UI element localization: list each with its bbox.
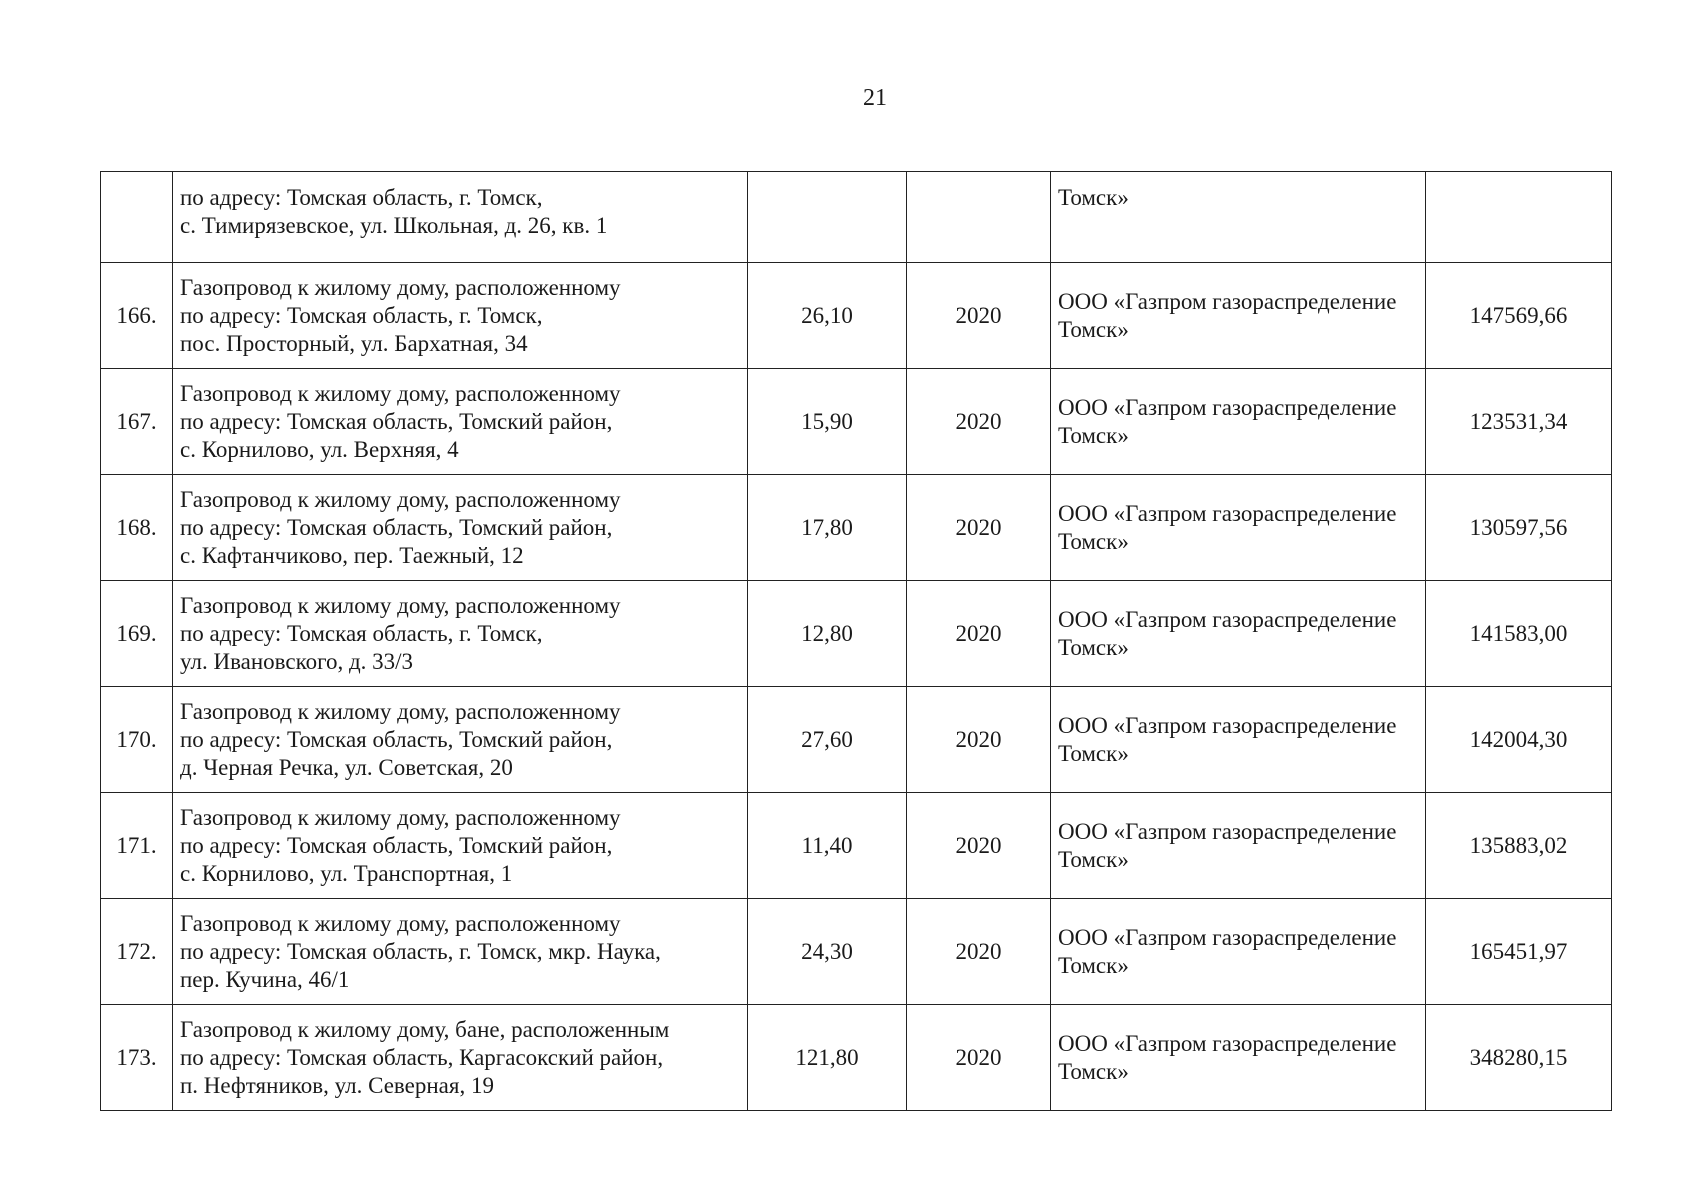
description-line: пер. Кучина, 46/1 bbox=[180, 966, 350, 992]
cost-cell: 165451,97 bbox=[1426, 899, 1612, 1005]
description-cell bbox=[173, 793, 748, 899]
description-line: по адресу: Томская область, г. Томск, bbox=[180, 302, 543, 328]
cost-cell: 123531,34 bbox=[1426, 369, 1612, 475]
year-cell: 2020 bbox=[907, 475, 1051, 581]
organization-line: ООО «Газпром газораспределение bbox=[1058, 606, 1397, 632]
description-line: пос. Просторный, ул. Бархатная, 34 bbox=[180, 330, 528, 356]
cost-cell: 348280,15 bbox=[1426, 1005, 1612, 1111]
organization-line: Томск» bbox=[1058, 422, 1129, 448]
table-row bbox=[101, 687, 1612, 793]
description-line: с. Корнилово, ул. Транспортная, 1 bbox=[180, 860, 513, 886]
organization-cell bbox=[1051, 172, 1426, 263]
organization-line: ООО «Газпром газораспределение bbox=[1058, 1030, 1397, 1056]
description-line: Газопровод к жилому дому, расположенному bbox=[180, 698, 621, 724]
table-row-continuation bbox=[101, 172, 1612, 263]
length-cell: 26,10 bbox=[748, 263, 907, 369]
table-row bbox=[101, 1005, 1612, 1111]
description-line: по адресу: Томская область, г. Томск, bbox=[180, 620, 543, 646]
assets-table bbox=[100, 171, 1612, 1111]
row-number-cell: 169. bbox=[101, 581, 173, 687]
organization-line: ООО «Газпром газораспределение bbox=[1058, 818, 1397, 844]
description-line: по адресу: Томская область, Томский район, bbox=[180, 408, 613, 434]
description-cell bbox=[173, 1005, 748, 1111]
description-line: по адресу: Томская область, г. Томск, мкр. Наука, bbox=[180, 938, 661, 964]
table-row bbox=[101, 899, 1612, 1005]
description-line: д. Черная Речка, ул. Советская, 20 bbox=[180, 754, 513, 780]
description-line: Газопровод к жилому дому, расположенному bbox=[180, 804, 621, 830]
length-cell: 27,60 bbox=[748, 687, 907, 793]
table-row bbox=[101, 369, 1612, 475]
table-row bbox=[101, 793, 1612, 899]
organization-cell bbox=[1051, 1005, 1426, 1111]
organization-line: ООО «Газпром газораспределение bbox=[1058, 500, 1397, 526]
description-cell bbox=[173, 899, 748, 1005]
cost-cell: 147569,66 bbox=[1426, 263, 1612, 369]
table-row bbox=[101, 581, 1612, 687]
year-cell: 2020 bbox=[907, 899, 1051, 1005]
description-line: ул. Ивановского, д. 33/3 bbox=[180, 648, 414, 674]
year-cell: 2020 bbox=[907, 793, 1051, 899]
length-cell: 24,30 bbox=[748, 899, 907, 1005]
description-cell bbox=[173, 475, 748, 581]
year-cell: 2020 bbox=[907, 687, 1051, 793]
row-number-cell: 172. bbox=[101, 899, 173, 1005]
length-cell: 12,80 bbox=[748, 581, 907, 687]
description-cell bbox=[173, 172, 748, 263]
organization-line: Томск» bbox=[1058, 185, 1129, 210]
organization-line: Томск» bbox=[1058, 740, 1129, 766]
row-number-cell: 170. bbox=[101, 687, 173, 793]
row-number-cell: 168. bbox=[101, 475, 173, 581]
table-row bbox=[101, 475, 1612, 581]
organization-cell bbox=[1051, 793, 1426, 899]
cost-cell: 141583,00 bbox=[1426, 581, 1612, 687]
description-line: по адресу: Томская область, Томский район, bbox=[180, 726, 613, 752]
organization-line: ООО «Газпром газораспределение bbox=[1058, 288, 1397, 314]
organization-line: Томск» bbox=[1058, 952, 1129, 978]
page-number: 21 bbox=[863, 85, 887, 111]
organization-cell bbox=[1051, 263, 1426, 369]
year-cell bbox=[907, 172, 1051, 263]
organization-line: Томск» bbox=[1058, 528, 1129, 554]
length-cell: 11,40 bbox=[748, 793, 907, 899]
row-number-cell: 166. bbox=[101, 263, 173, 369]
year-cell: 2020 bbox=[907, 369, 1051, 475]
length-cell: 17,80 bbox=[748, 475, 907, 581]
cost-cell: 135883,02 bbox=[1426, 793, 1612, 899]
organization-cell bbox=[1051, 581, 1426, 687]
description-cell bbox=[173, 263, 748, 369]
description-line: Газопровод к жилому дому, бане, расположенным bbox=[180, 1016, 670, 1042]
year-cell: 2020 bbox=[907, 263, 1051, 369]
description-line: Газопровод к жилому дому, расположенному bbox=[180, 910, 621, 936]
description-line: Газопровод к жилому дому, расположенному bbox=[180, 274, 621, 300]
organization-cell bbox=[1051, 687, 1426, 793]
description-line: с. Корнилово, ул. Верхняя, 4 bbox=[180, 436, 459, 462]
cost-cell: 142004,30 bbox=[1426, 687, 1612, 793]
cost-cell: 130597,56 bbox=[1426, 475, 1612, 581]
row-number-cell: 173. bbox=[101, 1005, 173, 1111]
length-cell bbox=[748, 172, 907, 263]
description-line: Газопровод к жилому дому, расположенному bbox=[180, 380, 621, 406]
organization-line: Томск» bbox=[1058, 316, 1129, 342]
year-cell: 2020 bbox=[907, 581, 1051, 687]
organization-cell bbox=[1051, 475, 1426, 581]
length-cell: 15,90 bbox=[748, 369, 907, 475]
row-number-cell bbox=[101, 172, 173, 263]
description-cell bbox=[173, 687, 748, 793]
year-cell: 2020 bbox=[907, 1005, 1051, 1111]
organization-cell bbox=[1051, 899, 1426, 1005]
organization-line: ООО «Газпром газораспределение bbox=[1058, 394, 1397, 420]
row-number-cell: 167. bbox=[101, 369, 173, 475]
table-row bbox=[101, 263, 1612, 369]
description-line: по адресу: Томская область, г. Томск, bbox=[180, 185, 543, 210]
cost-cell bbox=[1426, 172, 1612, 263]
description-cell bbox=[173, 581, 748, 687]
description-line: по адресу: Томская область, Томский район, bbox=[180, 514, 613, 540]
description-line: Газопровод к жилому дому, расположенному bbox=[180, 592, 621, 618]
organization-line: ООО «Газпром газораспределение bbox=[1058, 712, 1397, 738]
organization-line: Томск» bbox=[1058, 634, 1129, 660]
organization-line: Томск» bbox=[1058, 1058, 1129, 1084]
organization-line: Томск» bbox=[1058, 846, 1129, 872]
row-number-cell: 171. bbox=[101, 793, 173, 899]
description-line: с. Тимирязевское, ул. Школьная, д. 26, кв. 1 bbox=[180, 213, 608, 238]
description-line: Газопровод к жилому дому, расположенному bbox=[180, 486, 621, 512]
description-line: по адресу: Томская область, Каргасокский район, bbox=[180, 1044, 664, 1070]
length-cell: 121,80 bbox=[748, 1005, 907, 1111]
description-line: п. Нефтяников, ул. Северная, 19 bbox=[180, 1072, 494, 1098]
organization-line: ООО «Газпром газораспределение bbox=[1058, 924, 1397, 950]
description-line: по адресу: Томская область, Томский район, bbox=[180, 832, 613, 858]
description-cell bbox=[173, 369, 748, 475]
description-line: с. Кафтанчиково, пер. Таежный, 12 bbox=[180, 542, 524, 568]
organization-cell bbox=[1051, 369, 1426, 475]
